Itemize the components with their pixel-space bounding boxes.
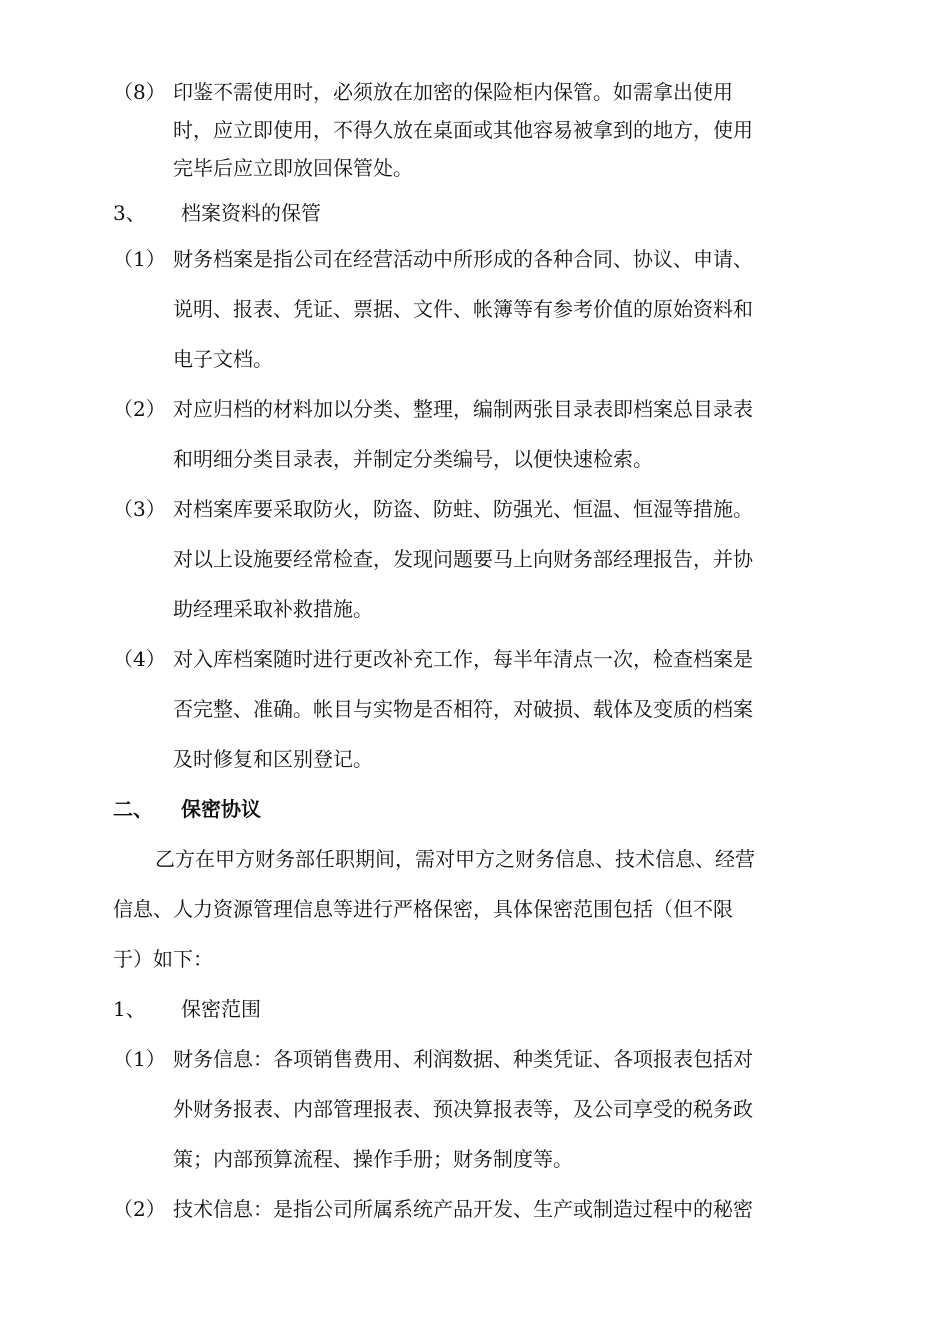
paragraph-line: 时，应立即使用，不得久放在桌面或其他容易被拿到的地方，使用 [173, 118, 753, 142]
section-heading: 保密范围 [181, 997, 261, 1021]
paragraph-line: 对以上设施要经常检查，发现问题要马上向财务部经理报告，并协 [173, 547, 753, 571]
section-number: 3、 [113, 201, 146, 225]
paragraph-line: 及时修复和区别登记。 [173, 747, 373, 771]
paragraph-line: 否完整、准确。帐目与实物是否相符，对破损、载体及变质的档案 [173, 697, 753, 721]
paragraph-line: 信息、人力资源管理信息等进行严格保密，具体保密范围包括（但不限 [113, 897, 733, 921]
paragraph-line: 对档案库要采取防火，防盗、防蛀、防强光、恒温、恒湿等措施。 [173, 497, 753, 521]
paragraph-line: 财务信息：各项销售费用、利润数据、种类凭证、各项报表包括对 [173, 1047, 753, 1071]
item-number: （2） [113, 1197, 166, 1221]
paragraph-line: 外财务报表、内部管理报表、预决算报表等，及公司享受的税务政 [173, 1097, 753, 1121]
paragraph-line: 财务档案是指公司在经营活动中所形成的各种合同、协议、申请、 [173, 247, 753, 271]
paragraph-line: 完毕后应立即放回保管处。 [173, 156, 413, 180]
item-number: （1） [113, 1047, 166, 1071]
item-number: （2） [113, 397, 166, 421]
item-number: （8） [113, 80, 166, 104]
item-number: （4） [113, 647, 166, 671]
section-number: 1、 [113, 997, 146, 1021]
paragraph-line: 和明细分类目录表，并制定分类编号，以便快速检索。 [173, 447, 653, 471]
paragraph-line: 说明、报表、凭证、票据、文件、帐簿等有参考价值的原始资料和 [173, 297, 753, 321]
paragraph-line: 对入库档案随时进行更改补充工作，每半年清点一次，检查档案是 [173, 647, 753, 671]
section-number: 二、 [113, 797, 153, 821]
paragraph-line: 策；内部预算流程、操作手册；财务制度等。 [173, 1147, 573, 1171]
item-number: （1） [113, 247, 166, 271]
paragraph-line: 技术信息：是指公司所属系统产品开发、生产或制造过程中的秘密 [173, 1197, 753, 1221]
paragraph-line: 电子文档。 [173, 347, 273, 371]
paragraph-line: 印鉴不需使用时，必须放在加密的保险柜内保管。如需拿出使用 [173, 80, 733, 104]
item-number: （3） [113, 497, 166, 521]
paragraph-line: 于）如下： [113, 947, 213, 971]
paragraph-line: 对应归档的材料加以分类、整理，编制两张目录表即档案总目录表 [173, 397, 753, 421]
paragraph-line: 助经理采取补救措施。 [173, 597, 373, 621]
section-heading: 保密协议 [181, 797, 261, 821]
section-heading: 档案资料的保管 [181, 201, 321, 225]
paragraph-line: 乙方在甲方财务部任职期间，需对甲方之财务信息、技术信息、经营 [155, 847, 755, 871]
